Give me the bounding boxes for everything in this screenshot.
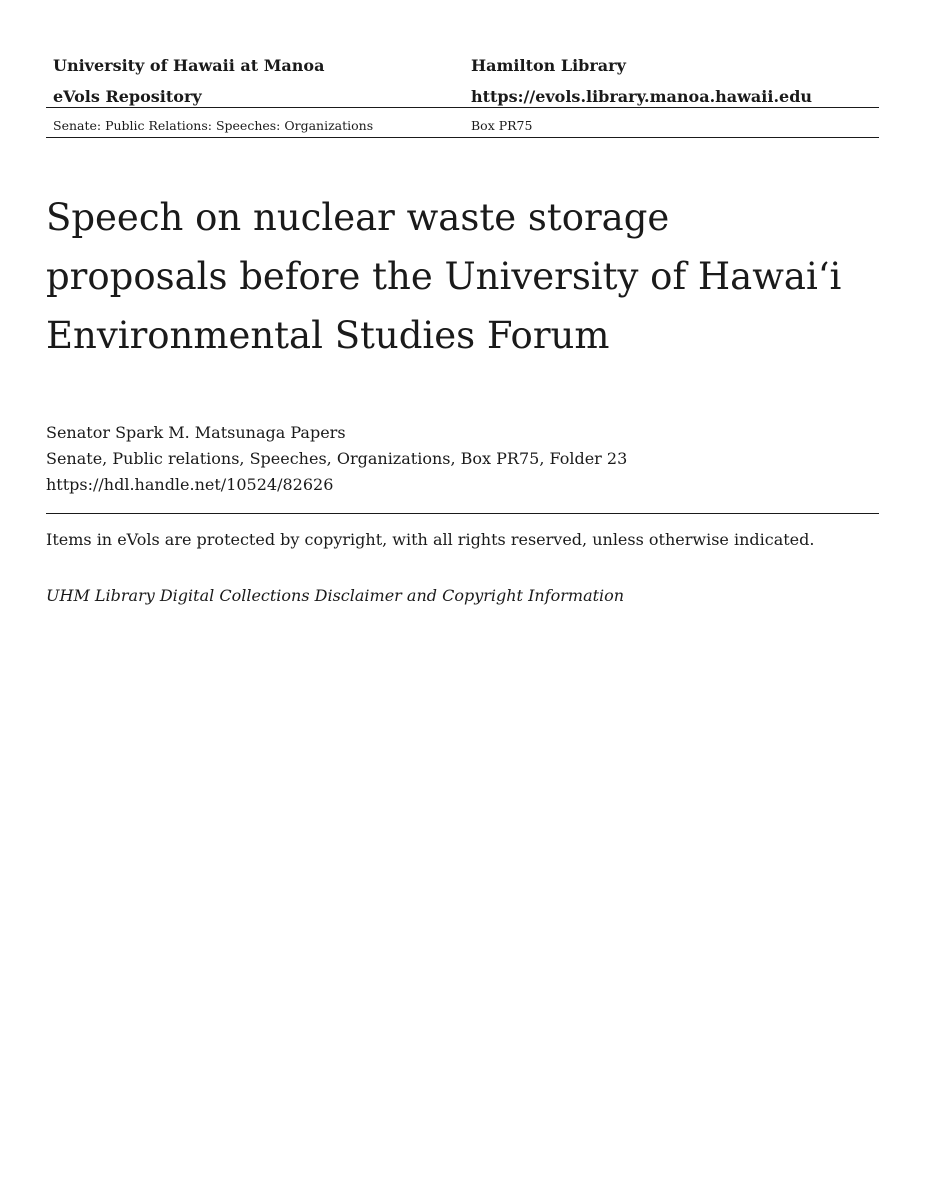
rights-statement: Items in eVols are protected by copyright, with all rights reserved, unless otherwise indicated. <box>46 530 815 549</box>
document-title: Speech on nuclear waste storage proposals before the University of Hawaiʻi Environmental Studies Forum <box>46 196 842 357</box>
handle-link[interactable]: https://hdl.handle.net/10524/82626 <box>46 475 334 494</box>
footer-divider <box>46 513 879 514</box>
series-path: Senate: Public Relations: Speeches: Organizations <box>53 118 374 133</box>
header <box>46 52 879 114</box>
repository-name: eVols Repository <box>53 87 202 106</box>
repository-url[interactable]: https://evols.library.manoa.hawaii.edu <box>471 87 813 106</box>
library-name: Hamilton Library <box>471 56 626 75</box>
institution-name: University of Hawaii at Manoa <box>53 56 325 75</box>
header-row-1 <box>46 52 879 83</box>
archive-location: Senate, Public relations, Speeches, Organizations, Box PR75, Folder 23 <box>46 449 628 468</box>
header-divider-top <box>46 107 879 108</box>
document-metadata <box>46 420 627 498</box>
disclaimer-link[interactable]: UHM Library Digital Collections Disclaimer and Copyright Information <box>46 586 625 605</box>
header-divider-bottom <box>46 137 879 138</box>
header-row-2 <box>46 83 879 114</box>
collection-name: Senator Spark M. Matsunaga Papers <box>46 423 346 442</box>
box-label: Box PR75 <box>471 118 533 133</box>
